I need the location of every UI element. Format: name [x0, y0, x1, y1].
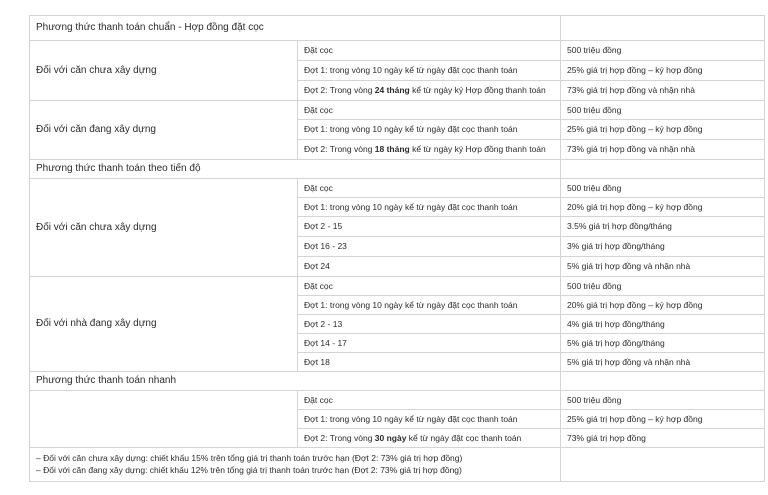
stage-duration: 18 tháng — [374, 144, 410, 155]
group-label: Đối với căn chưa xây dựng — [30, 41, 298, 101]
notes-cell — [30, 448, 561, 482]
stage-cell: Đặt cọc — [298, 179, 561, 198]
stage-text: kể từ ngày đặt cọc thanh toán — [406, 432, 522, 443]
amount-cell: 25% giá trị hợp đồng – ký hợp đồng — [561, 61, 765, 81]
section-header-empty — [561, 160, 765, 179]
group-label — [30, 391, 298, 448]
note-line: – Đối với căn đang xây dựng: chiết khấu 12% trên tổng giá trị thanh toán trước hạn (Đợt 2: 73% giá trị hợp đồng) — [36, 464, 462, 475]
stage-text: Đợt 2: Trong vòng — [304, 144, 375, 155]
amount-cell: 73% giá trị hợp đồng và nhận nhà — [561, 140, 765, 160]
amount-cell: 4% giá trị hợp đồng/tháng — [561, 315, 765, 334]
section-title: Phương thức thanh toán nhanh — [30, 372, 561, 391]
table-row — [30, 391, 765, 410]
stage-text: Đợt 2: Trong vòng — [304, 432, 375, 443]
stage-text: Đợt 2: Trong vòng — [304, 85, 375, 96]
section-header — [30, 160, 765, 179]
group-label: Đối với căn chưa xây dựng — [30, 179, 298, 277]
stage-cell: Đặt cọc — [298, 101, 561, 120]
amount-cell: 500 triệu đồng — [561, 101, 765, 120]
stage-cell: Đợt 1: trong vòng 10 ngày kể từ ngày đặt cọc thanh toán — [298, 61, 561, 81]
notes-row — [30, 448, 765, 482]
amount-cell: 500 triệu đồng — [561, 391, 765, 410]
stage-duration: 24 tháng — [374, 85, 410, 96]
notes-empty-cell — [561, 448, 765, 482]
section-header-empty — [561, 16, 765, 41]
amount-cell: 500 triệu đồng — [561, 277, 765, 296]
amount-cell: 3% giá trị hợp đồng/tháng — [561, 237, 765, 257]
stage-cell — [298, 81, 561, 101]
amount-cell: 25% giá trị hợp đồng – ký hợp đồng — [561, 120, 765, 140]
stage-cell — [298, 140, 561, 160]
amount-cell: 5% giá trị hợp đồng/tháng — [561, 334, 765, 353]
stage-text: kể từ ngày ký Hợp đồng thanh toán — [409, 144, 546, 155]
amount-cell: 500 triệu đồng — [561, 179, 765, 198]
section-header-empty — [561, 372, 765, 391]
stage-text: kể từ ngày ký Hợp đồng thanh toán — [409, 85, 546, 96]
payment-table-body — [30, 16, 765, 482]
stage-cell: Đợt 2 - 15 — [298, 217, 561, 237]
stage-cell: Đợt 2 - 13 — [298, 315, 561, 334]
payment-table-container — [29, 15, 764, 482]
stage-cell: Đợt 14 - 17 — [298, 334, 561, 353]
stage-duration: 30 ngày — [374, 432, 407, 443]
amount-cell: 500 triệu đồng — [561, 41, 765, 61]
table-row — [30, 277, 765, 296]
group-label: Đối với nhà đang xây dựng — [30, 277, 298, 372]
table-row — [30, 41, 765, 61]
section-header — [30, 16, 765, 41]
amount-cell: 20% giá trị hợp đồng – ký hợp đồng — [561, 198, 765, 217]
stage-cell: Đợt 1: trong vòng 10 ngày kể từ ngày đặt cọc thanh toán — [298, 120, 561, 140]
stage-cell: Đợt 16 - 23 — [298, 237, 561, 257]
amount-cell: 25% giá trị hợp đồng – ký hợp đồng — [561, 410, 765, 429]
note-line: – Đối với căn chưa xây dựng: chiết khấu 15% trên tổng giá trị thanh toán trước hạn (Đợt 2: 73% giá trị hợp đồng) — [36, 453, 463, 464]
amount-cell: 73% giá trị hợp đồng và nhận nhà — [561, 81, 765, 101]
payment-table — [29, 15, 765, 482]
group-label: Đối với căn đang xây dựng — [30, 101, 298, 160]
stage-cell: Đợt 1: trong vòng 10 ngày kể từ ngày đặt cọc thanh toán — [298, 410, 561, 429]
amount-cell: 20% giá trị hợp đồng – ký hợp đồng — [561, 296, 765, 315]
table-row — [30, 179, 765, 198]
stage-cell: Đợt 1: trong vòng 10 ngày kể từ ngày đặt cọc thanh toán — [298, 296, 561, 315]
stage-cell: Đợt 24 — [298, 257, 561, 277]
amount-cell: 3.5% giá trị hợp đồng/tháng — [561, 217, 765, 237]
section-title: Phương thức thanh toán chuẩn - Hợp đồng đặt cọc — [30, 16, 561, 41]
amount-cell: 5% giá trị hợp đồng và nhận nhà — [561, 353, 765, 372]
stage-cell: Đặt cọc — [298, 277, 561, 296]
table-row — [30, 101, 765, 120]
stage-cell: Đợt 18 — [298, 353, 561, 372]
amount-cell: 5% giá trị hợp đồng và nhận nhà — [561, 257, 765, 277]
stage-cell: Đặt cọc — [298, 41, 561, 61]
section-header — [30, 372, 765, 391]
stage-cell — [298, 429, 561, 448]
amount-cell: 73% giá trị hợp đồng — [561, 429, 765, 448]
stage-cell: Đặt cọc — [298, 391, 561, 410]
stage-cell: Đợt 1: trong vòng 10 ngày kể từ ngày đặt cọc thanh toán — [298, 198, 561, 217]
section-title: Phương thức thanh toán theo tiến độ — [30, 160, 561, 179]
